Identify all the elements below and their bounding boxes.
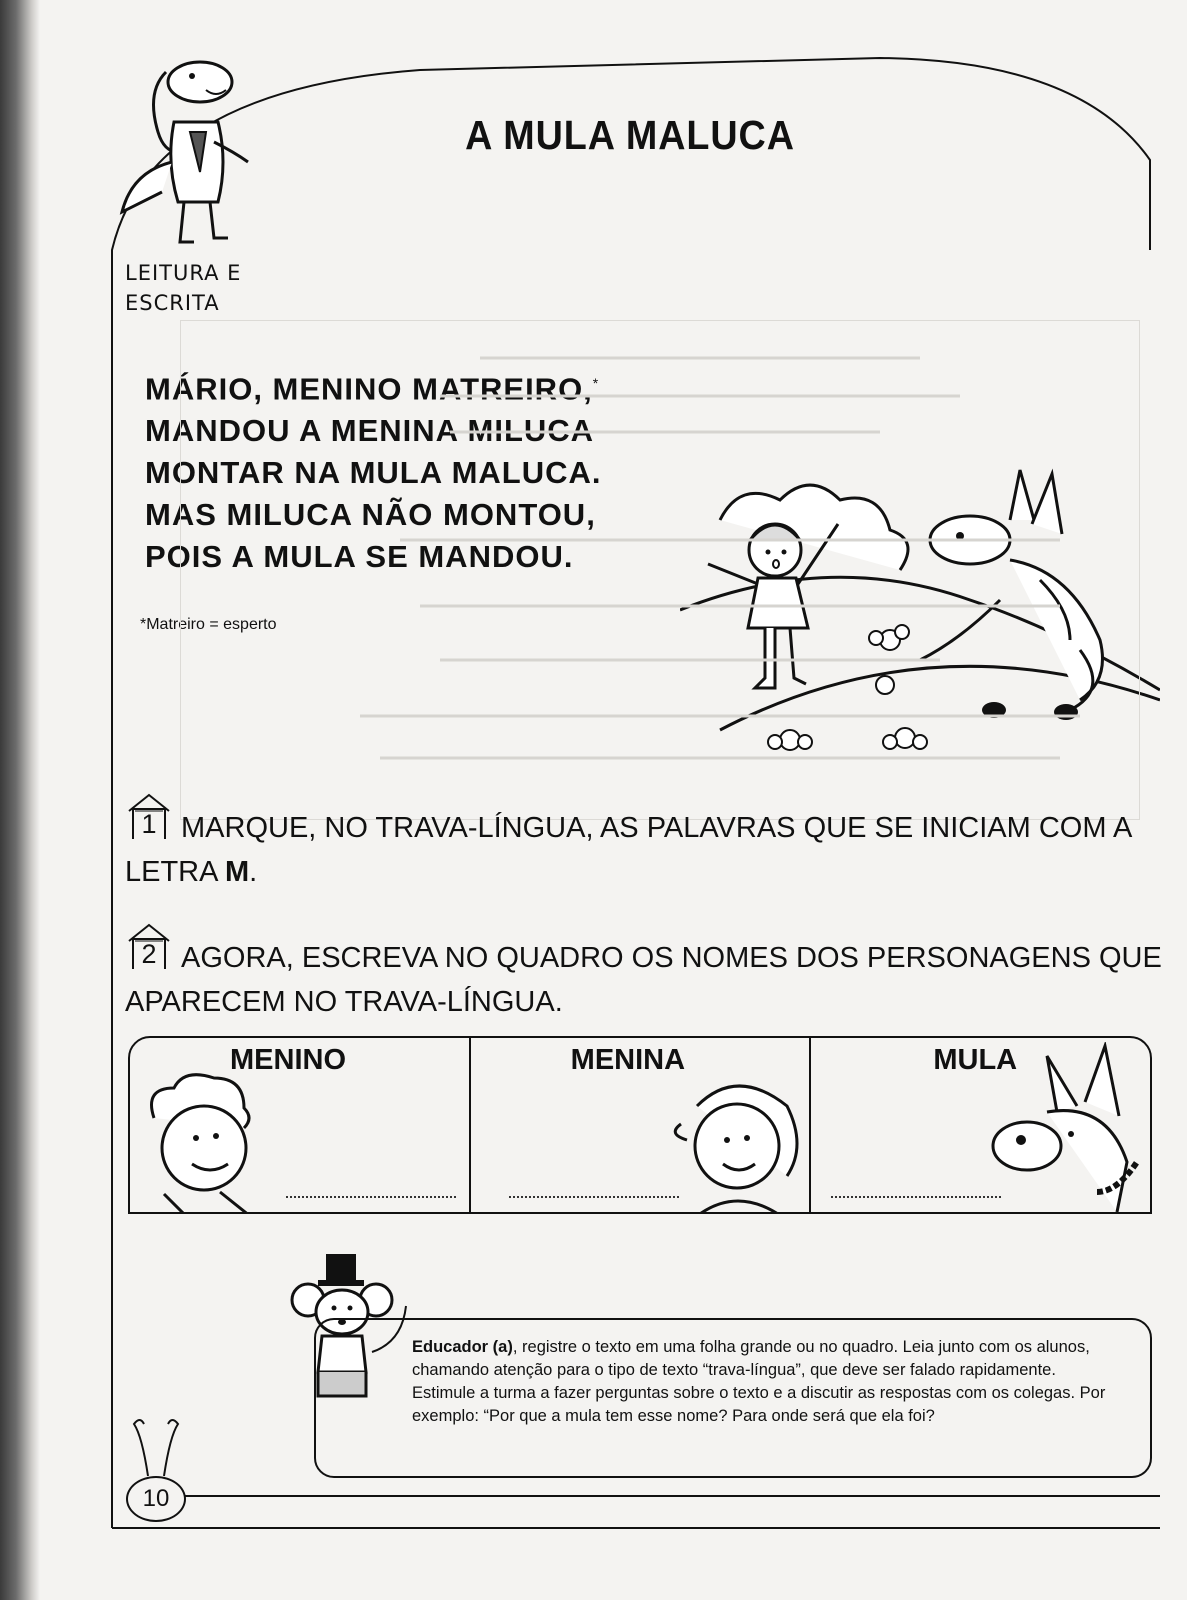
boy-face-icon xyxy=(134,1068,274,1214)
column-title: MULA xyxy=(933,1044,1018,1076)
show-through-decoration xyxy=(180,320,1140,820)
educator-note xyxy=(314,1318,1152,1478)
poem-line: MANDOU A MENINA MILUCA xyxy=(145,413,595,449)
answer-line[interactable] xyxy=(286,1194,456,1198)
poem-line: MÁRIO, MENINO MATREIRO,* xyxy=(145,371,600,407)
question-number-badge: 1 xyxy=(125,809,173,839)
question-1-text: MARQUE, NO TRAVA-LÍNGUA, AS PALAVRAS QUE SE INICIAM COM A LETRA xyxy=(125,812,1131,888)
column-title: MENINA xyxy=(570,1044,686,1076)
poem-line: POIS A MULA SE MANDOU. xyxy=(145,539,574,575)
section-label-line-2: ESCRITA xyxy=(125,291,220,315)
answer-cell-menina xyxy=(471,1038,812,1212)
mule-face-icon xyxy=(987,1042,1147,1214)
note-paragraph-2: Estimule a turma a fazer perguntas sobre o texto e a discutir as respostas com os colegas. Por exemplo: “Por que a mula tem esse nome? Para onde será que ela foi? xyxy=(412,1384,1106,1425)
poem-line: MONTAR NA MULA MALUCA. xyxy=(145,455,602,491)
footnote: *Matreiro = esperto xyxy=(140,616,277,633)
question-number-badge: 2 xyxy=(125,939,173,969)
footnote-mark: * xyxy=(592,375,600,391)
page-title: A MULA MALUCA xyxy=(465,112,795,158)
section-label-line-1: LEITURA E xyxy=(125,261,242,285)
ladybug-icon xyxy=(126,1410,186,1480)
note-paragraph-1: Educador (a), registre o texto em uma folha grande ou no quadro. Leia junto com os alunos, chamando atenção para o tipo de texto “trava-língua”, que deve ser falado rapidamente. xyxy=(412,1338,1090,1379)
answer-line[interactable] xyxy=(509,1194,679,1198)
question-1: 1 MARQUE, NO TRAVA-LÍNGUA, AS PALAVRAS QUE SE INICIAM COM A LETRA M. xyxy=(125,806,1165,894)
section-label xyxy=(125,258,241,318)
girl-face-icon xyxy=(667,1066,809,1214)
note-lead: Educador (a) xyxy=(412,1338,513,1356)
column-title: MENINO xyxy=(230,1044,346,1076)
answer-cell-mula xyxy=(811,1038,1150,1212)
poem-line: MAS MILUCA NÃO MONTOU, xyxy=(145,497,596,533)
answer-cell-menino xyxy=(130,1038,471,1212)
page-number: 10 xyxy=(126,1476,186,1522)
question-2-text: AGORA, ESCREVA NO QUADRO OS NOMES DOS PERSONAGENS QUE APARECEM NO TRAVA-LÍNGUA. xyxy=(125,942,1162,1018)
question-1-bold-letter: M xyxy=(224,856,250,888)
question-2 xyxy=(125,936,1165,1024)
horse-mascot-illustration xyxy=(110,52,260,252)
answer-line[interactable] xyxy=(831,1194,1001,1198)
characters-answer-table xyxy=(128,1036,1152,1214)
